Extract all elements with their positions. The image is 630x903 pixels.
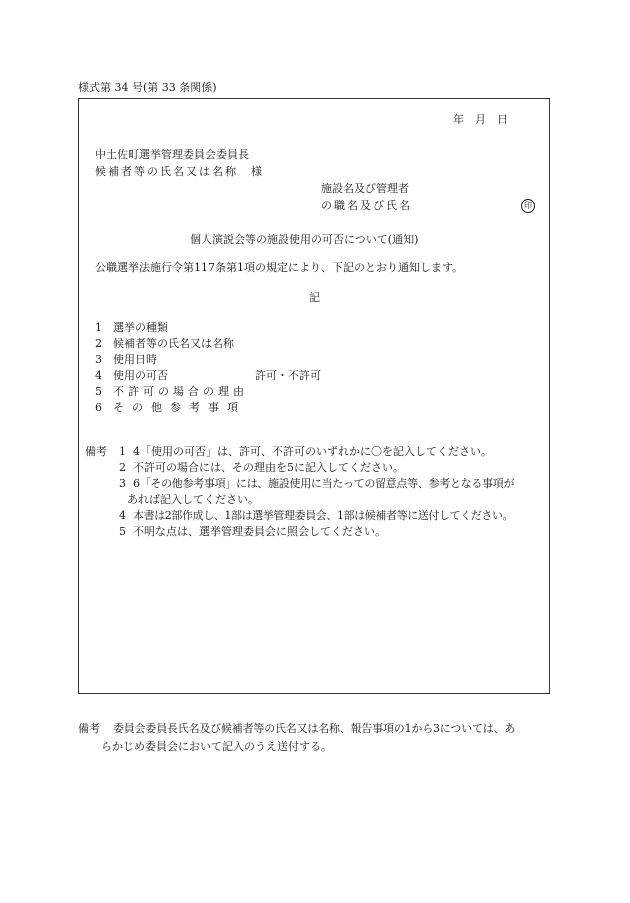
note-text: 本書は2部作成し、1部は選挙管理委員会、1部は候補者等に送付してください。 xyxy=(133,509,514,522)
footer-note-line2: らかじめ委員会において記入のうえ送付する。 xyxy=(101,740,332,753)
note-num: 3 xyxy=(119,477,126,490)
form-number: 様式第 34 号(第 33 条関係) xyxy=(78,81,217,94)
list-item-label: その他参考事項 xyxy=(113,401,246,414)
note-num: 1 xyxy=(119,445,126,458)
addressee-candidate: 候補者等の氏名又は名称 様 xyxy=(95,165,264,178)
note-num: 4 xyxy=(119,509,126,522)
note-text: あれば記入してください。 xyxy=(127,493,259,506)
list-item-num: 4 xyxy=(95,369,102,382)
seal-mark: 印 xyxy=(521,199,535,213)
list-item-num: 1 xyxy=(95,321,102,334)
permission-value: 許可・不許可 xyxy=(255,369,321,382)
note-num: 5 xyxy=(119,525,126,538)
list-item-num: 6 xyxy=(95,401,102,414)
note-text: 不明な点は、選挙管理委員会に照会してください。 xyxy=(133,525,386,538)
note-text: 4「使用の可否」は、許可、不許可のいずれかに〇を記入してください。 xyxy=(133,445,492,458)
facility-manager-name-label: の職名及び氏名 xyxy=(321,199,412,212)
document-title: 個人演説会等の施設使用の可否について(通知) xyxy=(190,233,419,246)
note-num: 2 xyxy=(119,461,126,474)
addressee-chairman: 中土佐町選挙管理委員会委員長 xyxy=(95,148,249,161)
list-item-label: 使用の可否 xyxy=(113,369,168,382)
notes-heading: 備考 xyxy=(85,445,107,458)
list-item-num: 3 xyxy=(95,353,102,366)
ki-heading: 記 xyxy=(309,291,320,304)
facility-manager-label: 施設名及び管理者 xyxy=(321,182,409,195)
list-item-label: 選挙の種類 xyxy=(113,321,168,334)
note-text: 不許可の場合には、その理由を5に記入してください。 xyxy=(133,461,404,474)
note-text: 6「その他参考事項」には、施設使用に当たっての留意点等、参考となる事項が xyxy=(133,477,515,490)
list-item-label: 候補者等の氏名又は名称 xyxy=(113,337,234,350)
footer-note-heading: 備考 xyxy=(78,722,100,735)
list-item-num: 2 xyxy=(95,337,102,350)
footer-note-line1: 委員会委員長氏名及び候補者等の氏名又は名称、報告事項の1から3については、あ xyxy=(113,722,516,735)
list-item-label: 不許可の場合の理由 xyxy=(113,385,248,398)
date-line: 年 月 日 xyxy=(453,113,508,126)
list-item-label: 使用日時 xyxy=(113,353,157,366)
intro-text: 公職選挙法施行令第117条第1項の規定により、下記のとおり通知します。 xyxy=(95,261,464,274)
list-item-num: 5 xyxy=(95,385,102,398)
